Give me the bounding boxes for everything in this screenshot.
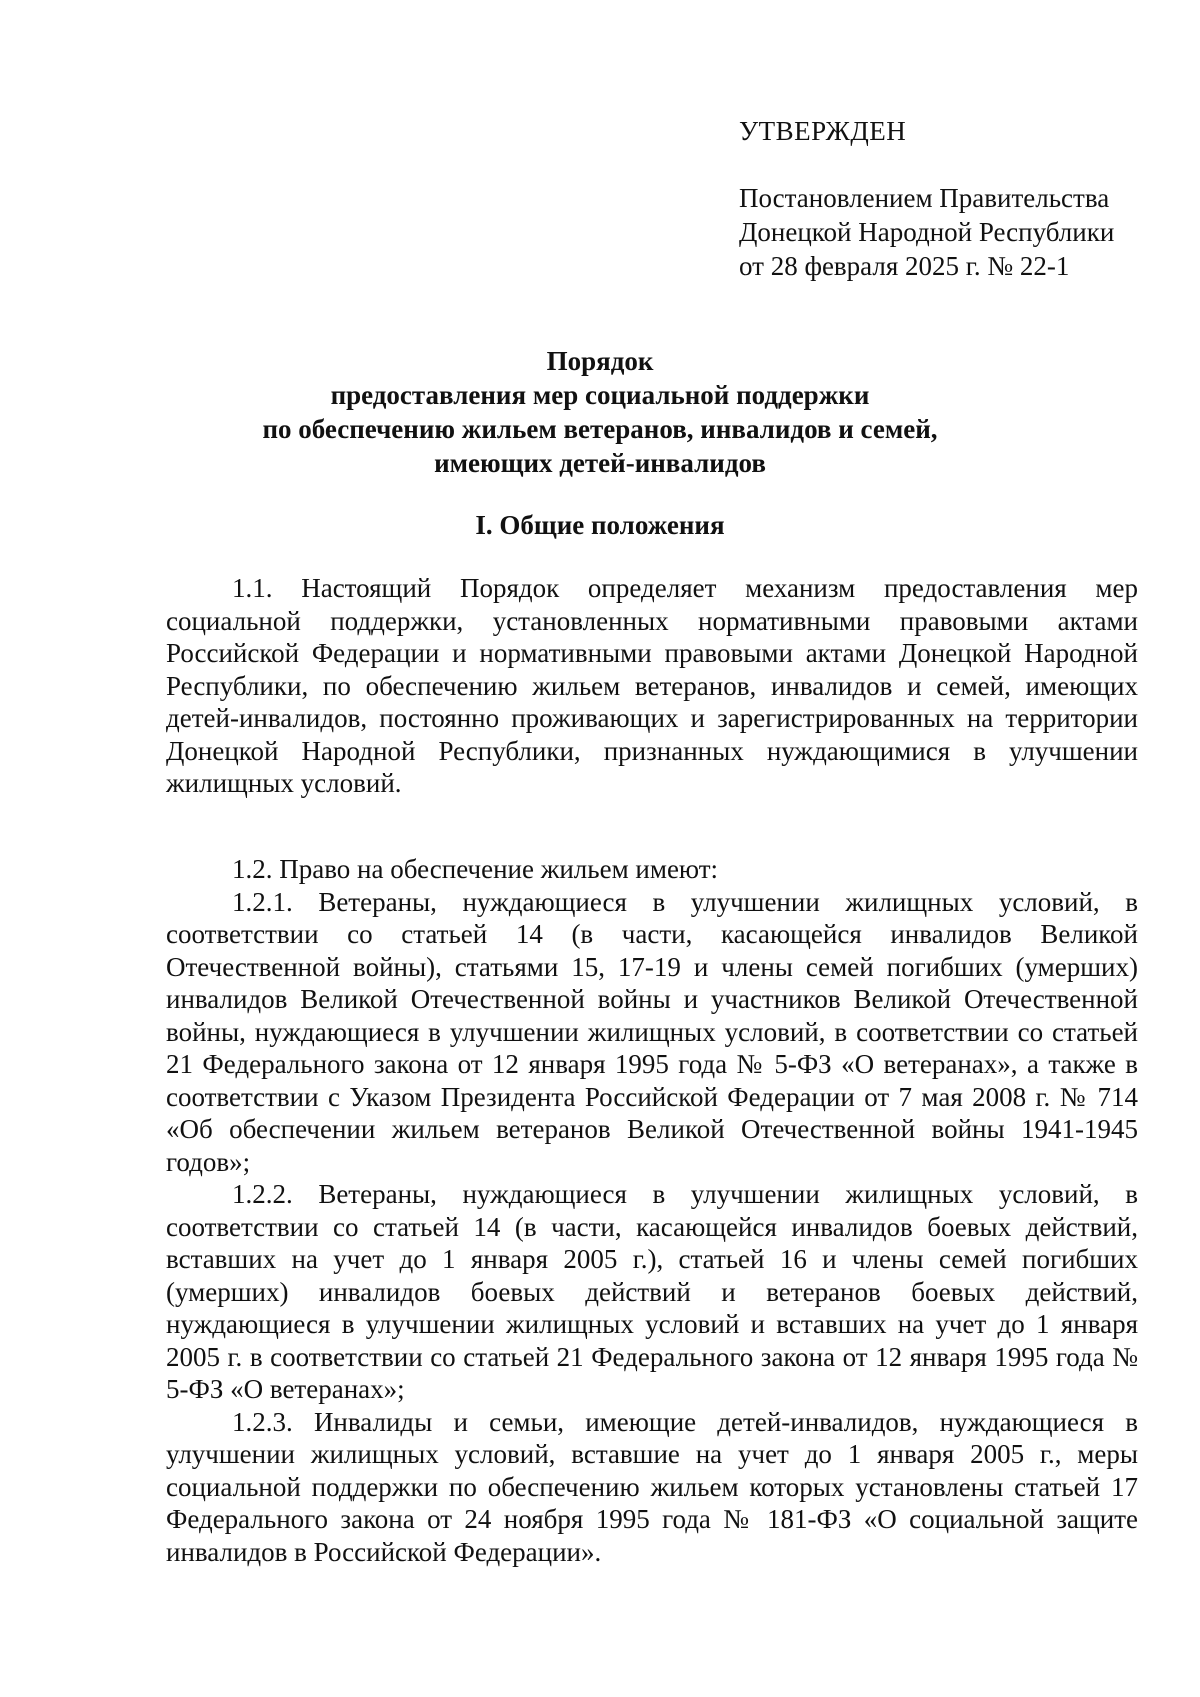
approval-block	[739, 114, 1114, 283]
title-line: предоставления мер социальной поддержки	[330, 380, 870, 410]
approval-line: Донецкой Народной Республики	[739, 217, 1115, 247]
approval-line: Постановлением Правительства	[739, 183, 1110, 213]
paragraph-1-2-2: 1.2.2. Ветераны, нуждающиеся в улучшении жилищных условий, в соответствии со статьей 14 (в части, касающейся инвалидов боевых действий, вставших на учет до 1 января 2005 г.), статьей 16 и члены семей погибших (умерших) инвалидов боевых действий и ветеранов боевых действий, нуждающиеся в улучшении жилищных условий и вставших на учет до 1 января 2005 г. в соответствии со статьей 21 Федерального закона от 12 января 1995 года № 5-ФЗ «О ветеранах»;	[166, 1179, 1138, 1404]
title-line: Порядок	[546, 346, 654, 376]
paragraph-block-1	[166, 572, 1138, 800]
paragraph-1-2-3: 1.2.3. Инвалиды и семьи, имеющие детей-инвалидов, нуждающиеся в улучшении жилищных условий, вставшие на учет до 1 января 2005 г., меры социальной поддержки по обеспечению жильем которых установлены статьей 17 Федерального закона от 24 ноября 1995 года № 181-ФЗ «О социальной защите инвалидов в Российской Федерации».	[166, 1406, 1138, 1567]
paragraph-1-2-1: 1.2.1. Ветераны, нуждающиеся в улучшении жилищных условий, в соответствии со статьей 14 (в части, касающейся инвалидов Великой Отечественной войны), статьями 15, 17-19 и члены семей погибших (умерших) инвалидов Великой Отечественной войны и участников Великой Отечественной войны, нуждающиеся в улучшении жилищных условий, в соответствии со статьей 21 Федерального закона от 12 января 1995 года № 5-ФЗ «О ветеранах», а также в соответствии с Указом Президента Российской Федерации от 7 мая 2008 г. № 714 «Об обеспечении жильем ветеранов Великой Отечественной войны 1941-1945 годов»;	[166, 886, 1138, 1177]
paragraph-1-2: 1.2. Право на обеспечение жильем имеют:	[232, 854, 719, 884]
approval-line: от 28 февраля 2025 г. № 22-1	[739, 251, 1070, 281]
paragraph-block-2	[166, 853, 1138, 1568]
section-heading: I. Общие положения	[475, 510, 725, 540]
title-line: по обеспечению жильем ветеранов, инвалидов и семей,	[262, 414, 938, 444]
approval-stamp: УТВЕРЖДЕН	[739, 116, 907, 146]
title-line: имеющих детей-инвалидов	[434, 448, 766, 478]
paragraph-1-1: 1.1. Настоящий Порядок определяет механизм предоставления мер социальной поддержки, установленных нормативными правовыми актами Российской Федерации и нормативными правовыми актами Донецкой Народной Республики, по обеспечению жильем ветеранов, инвалидов и семей, имеющих детей-инвалидов, постоянно проживающих и зарегистрированных на территории Донецкой Народной Республики, признанных нуждающимися в улучшении жилищных условий.	[166, 573, 1138, 798]
document-title	[0, 344, 1200, 480]
